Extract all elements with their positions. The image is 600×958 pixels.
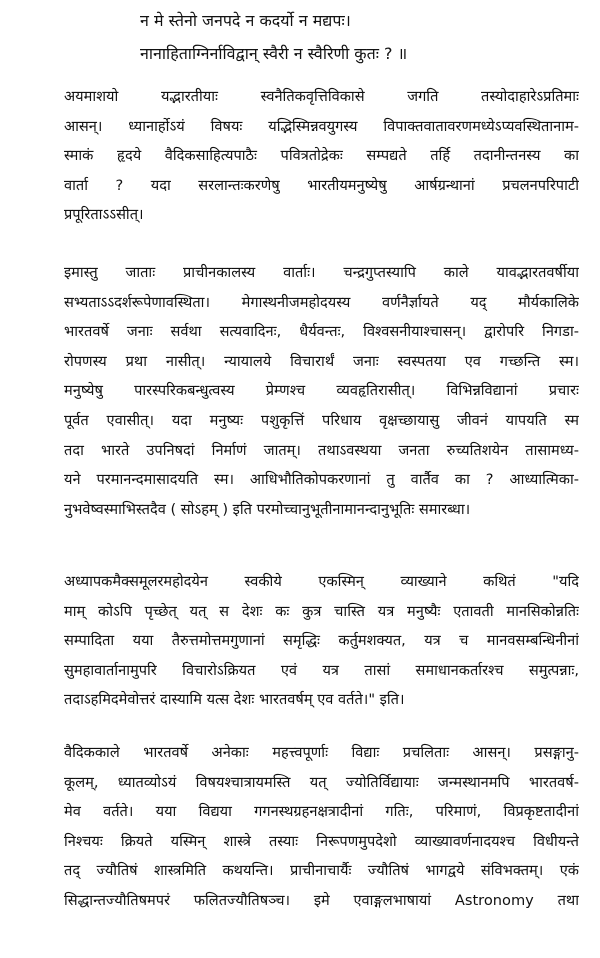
paragraph-1 — [64, 82, 579, 230]
text-line: प्रपूरिताऽऽसीत्। — [64, 206, 144, 224]
text-line: भारतवर्षे जनाः सर्वथा सत्यवादिनः, धैर्यवन्तः, विश्वसनीयाश्चासन्। द्वारोपरि निगडा- — [64, 323, 579, 341]
text-line: स्माकं हृदये वैदिकसाहित्यपाठैः पवित्रतोद्रेकः सम्पद्यते तर्हि तदानीन्तनस्य का — [64, 147, 579, 165]
paragraph-3 — [64, 567, 579, 715]
text-line: नुभवेष्वस्माभिस्तदैव ( सोऽहम् ) इति परमोच्चानुभूतीनामानन्दानुभूतिः समारब्धा। — [64, 500, 471, 518]
text-line: मनुष्येषु पारस्परिकबन्धुत्वस्य प्रेम्णश्च व्यवहृतिरासीत्। विभिन्नविद्यानां प्रचारः — [64, 382, 579, 400]
text-line: अध्यापकमैक्समूलरमहोदयेन स्वकीये एकस्मिन् व्याख्याने कथितं "यदि — [64, 573, 579, 590]
text-line: इमास्तु जाताः प्राचीनकालस्य वार्ताः। चन्द्रगुप्तस्यापि काले यावद्भारतवर्षीया — [64, 264, 579, 281]
text-line: सिद्धान्तज्यौतिषमपरं फलितज्यौतिषञ्च। इमे एवाङ्गलभाषायां Astronomy तथा — [64, 891, 579, 909]
text-line: तदा भारते उपनिषदां निर्माणं जातम्। तथाऽवस्थया जनता रुच्यतिशयेन तासामध्य- — [64, 441, 579, 459]
text-line: वैदिककाले भारतवर्षे अनेकाः महत्त्वपूर्णाः विद्याः प्रचलिताः आसन्। प्रसङ्गानु- — [64, 744, 579, 761]
text-line: यने परमानन्दमासादयति स्म। आधिभौतिकोपकरणानां तु वार्तैव का ? आध्यात्मिका- — [64, 471, 579, 489]
text-line: मेव वर्तते। यया विद्यया गगनस्थग्रहनक्षत्रादीनां गतिः, परिमाणं, विप्रकृष्टतादीनां — [64, 803, 579, 821]
text-line: आसन्। ध्यानार्होऽयं विषयः यद्भिस्मिन्नवयुगस्य विपाक्तवातावरणमध्येऽप्यवस्थितानाम- — [64, 117, 579, 135]
verse-block — [140, 4, 560, 70]
paragraph-2 — [64, 258, 579, 524]
text-line: माम् कोऽपि पृच्छेत् यत् स देशः कः कुत्र चास्ति यत्र मनुष्यैः एतावती मानसिकोन्नतिः — [64, 602, 579, 620]
text-line: सभ्यताऽऽदर्शरूपेणावस्थिता। मेगास्थनीजमहोदयस्य वर्णनैर्ज्ञायते यद् मौर्यकालिके — [64, 293, 579, 311]
text-line: सुमहावार्तानामुपरि विचारोऽक्रियत एवं यत्र तासां समाधानकर्तारश्च समुत्पन्नाः, — [64, 661, 579, 679]
text-line: तदाऽहमिदमेवोत्तरं दास्यामि यत्स देशः भारतवर्षम् एव वर्तते।" इति। — [64, 691, 405, 709]
text-line: कूलम्, ध्यातव्योऽयं विषयश्चात्रायमस्ति यत् ज्योतिर्विद्यायाः जन्मस्थानमपि भारतवर्ष- — [64, 773, 579, 791]
paragraph-4 — [64, 738, 579, 916]
text-line: रोपणस्य प्रथा नासीत्। न्यायालये विचारार्थं जनाः स्वस्पतया एव गच्छन्ति स्म। — [64, 352, 579, 370]
text-line: निश्चयः क्रियते यस्मिन् शास्त्रे तस्याः निरूपणमुपदेशो व्याख्यावर्णनादयश्च विधीयन्ते — [64, 832, 579, 850]
text-line: अयमाशयो यद्भारतीयाः स्वनैतिकवृत्तिविकासे जगति तस्योदाहारेऽप्रतिमाः — [64, 88, 579, 105]
text-line: पूर्वत एवासीत्। यदा मनुष्यः पशुकृत्तिं परिधाय वृक्षच्छायासु जीवनं यापयति स्म — [64, 411, 579, 429]
text-line: सम्पादिता यया तैरुत्तमोत्तमगुणानां समृद्धिः कर्तुमशक्यत, यत्र च मानवसम्बन्धिनीनां — [64, 632, 579, 650]
text-line: वार्ता ? यदा सरलान्तःकरणेषु भारतीयमनुष्येषु आर्षग्रन्थानां प्रचलनपरिपाटी — [64, 176, 579, 194]
text-line: तद् ज्यौतिषं शास्त्रमिति कथयन्ति। प्राचीनाचार्यैः ज्यौतिषं भागद्वये संविभक्तम्। एकं — [64, 862, 579, 880]
verse-line: न मे स्तेनो जनपदे न कदर्यो न मद्यपः। — [140, 11, 351, 30]
verse-line: नानाहिताग्निर्नाविद्वान् स्वैरी न स्वैरिणी कुतः ? ॥ — [140, 44, 408, 63]
